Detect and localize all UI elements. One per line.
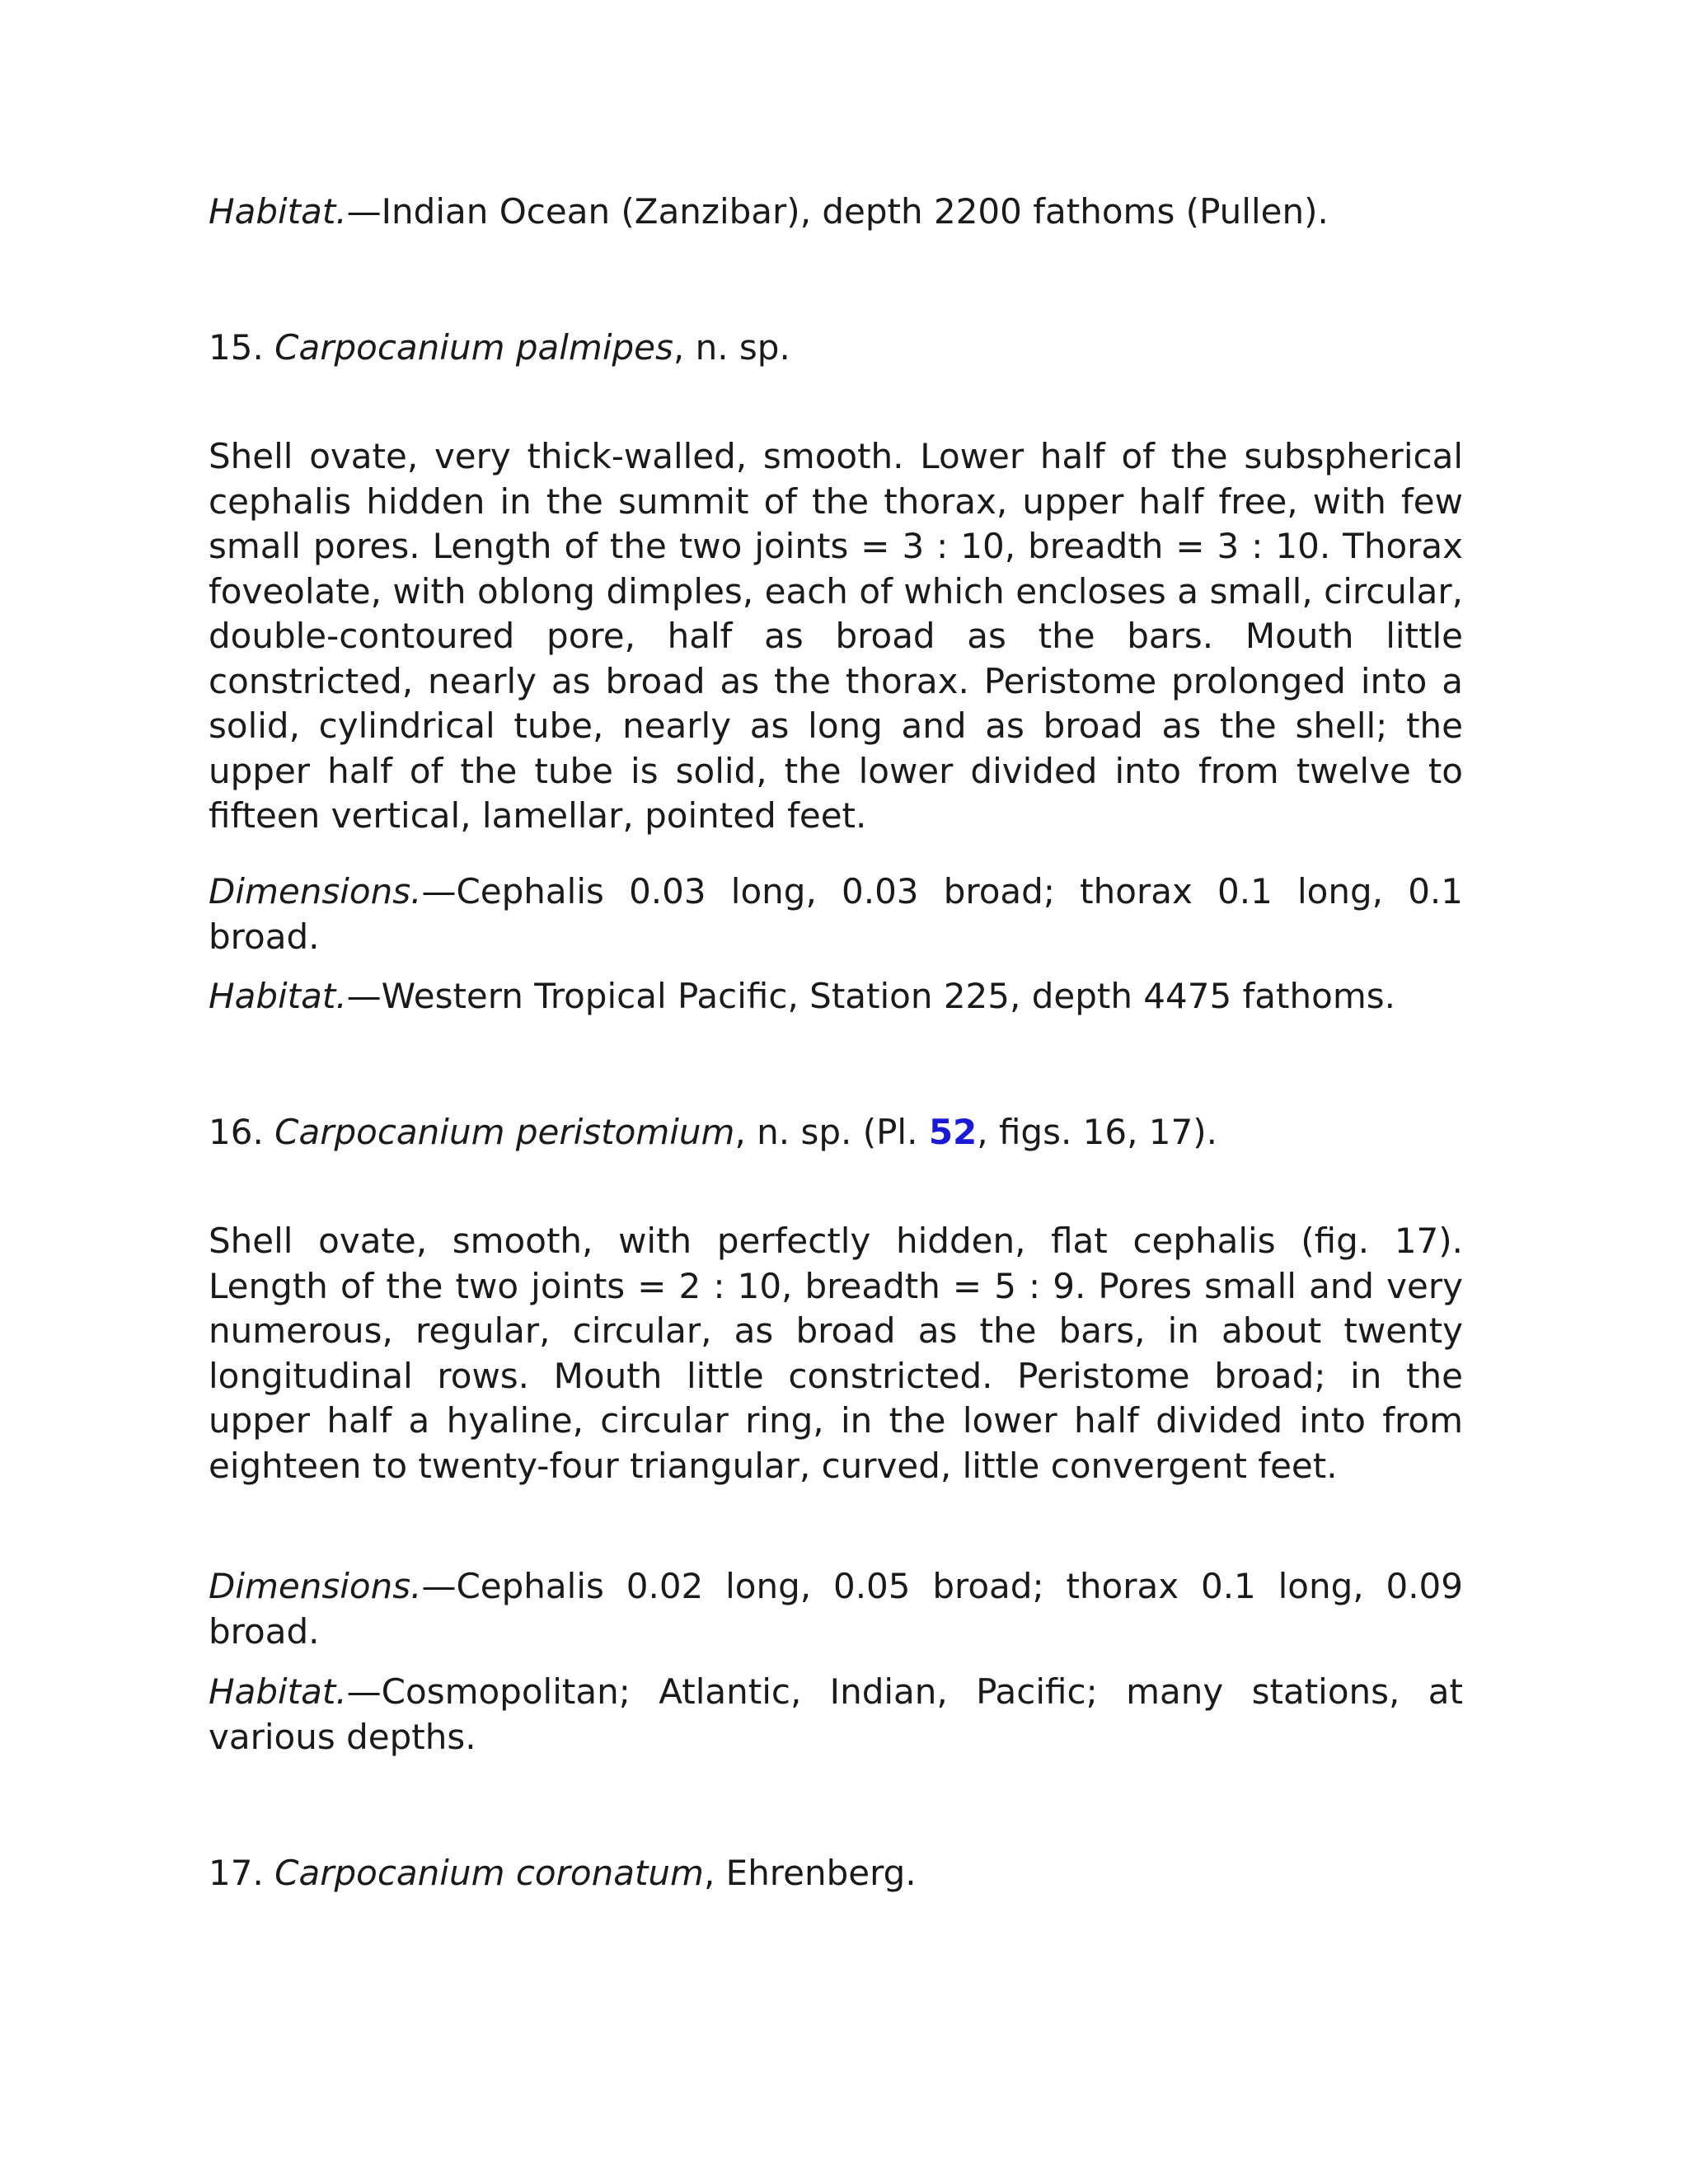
dimensions-text: —Cephalis 0.03 long, 0.03 broad; thorax 0.1 long, 0.1 broad. [209, 871, 1463, 957]
habitat-label: Habitat. [209, 191, 347, 232]
species-number: 16. [209, 1112, 264, 1152]
dimensions-label: Dimensions. [209, 871, 422, 912]
species-name: Carpocanium peristomium [274, 1112, 735, 1152]
habitat-text: —Western Tropical Pacific, Station 225, depth 4475 fathoms. [346, 976, 1395, 1016]
habitat-text: —Indian Ocean (Zanzibar), depth 2200 fathoms (Pullen). [346, 191, 1329, 232]
habitat-peristomium [209, 1670, 1463, 1760]
habitat-label: Habitat. [209, 976, 347, 1016]
species-suffix: , n. sp. [673, 327, 790, 368]
species-name: Carpocanium palmipes [274, 327, 673, 368]
description-palmipes: Shell ovate, very thick-walled, smooth. Lower half of the subspherical cephalis hidden in the summit of the thorax, upper half free, with few small pores. Length of the two joints = 3 : 10, breadth = 3 : 10. Thorax foveolate, with oblong dimples, each of which encloses a small, circular, double-contoured pore, half as broad as the bars. Mouth little constricted, nearly as broad as the thorax. Peristome prolonged into a solid, cylindrical tube, nearly as long and as broad as the shell; the upper half of the tube is solid, the lower divided into from twelve to fifteen vertical, lamellar, pointed feet. [209, 436, 1463, 836]
species-number: 17. [209, 1853, 264, 1893]
species-name: Carpocanium coronatum [274, 1853, 704, 1893]
species-suffix: , Ehrenberg. [703, 1853, 917, 1893]
dimensions-peristomium [209, 1564, 1463, 1654]
species-heading-17 [209, 1851, 917, 1896]
plate-link[interactable]: 52 [928, 1112, 978, 1152]
dimensions-palmipes [209, 869, 1463, 959]
dimensions-text: —Cephalis 0.02 long, 0.05 broad; thorax 0.1 long, 0.09 broad. [209, 1566, 1463, 1652]
habitat-label: Habitat. [209, 1671, 347, 1712]
species-heading-16 [209, 1110, 1217, 1155]
habitat-zanzibar [209, 190, 1463, 235]
habitat-text: —Cosmopolitan; Atlantic, Indian, Pacific; many stations, at various depths. [209, 1671, 1463, 1757]
species-number: 15. [209, 327, 264, 368]
species-heading-15 [209, 326, 790, 371]
species-suffix-after: , figs. 16, 17). [977, 1112, 1217, 1152]
description-peristomium: Shell ovate, smooth, with perfectly hidden, flat cephalis (fig. 17). Length of the two joints = 2 : 10, breadth = 5 : 9. Pores small and very numerous, regular, circular, as broad as the bars, in about twenty longitudinal rows. Mouth little constricted. Peristome broad; in the upper half a hyaline, circular ring, in the lower half divided into from eighteen to twenty-four triangular, curved, little convergent feet. [209, 1221, 1463, 1486]
species-suffix-before: , n. sp. (Pl. [734, 1112, 929, 1152]
dimensions-label: Dimensions. [209, 1566, 422, 1606]
habitat-palmipes [209, 974, 1463, 1019]
